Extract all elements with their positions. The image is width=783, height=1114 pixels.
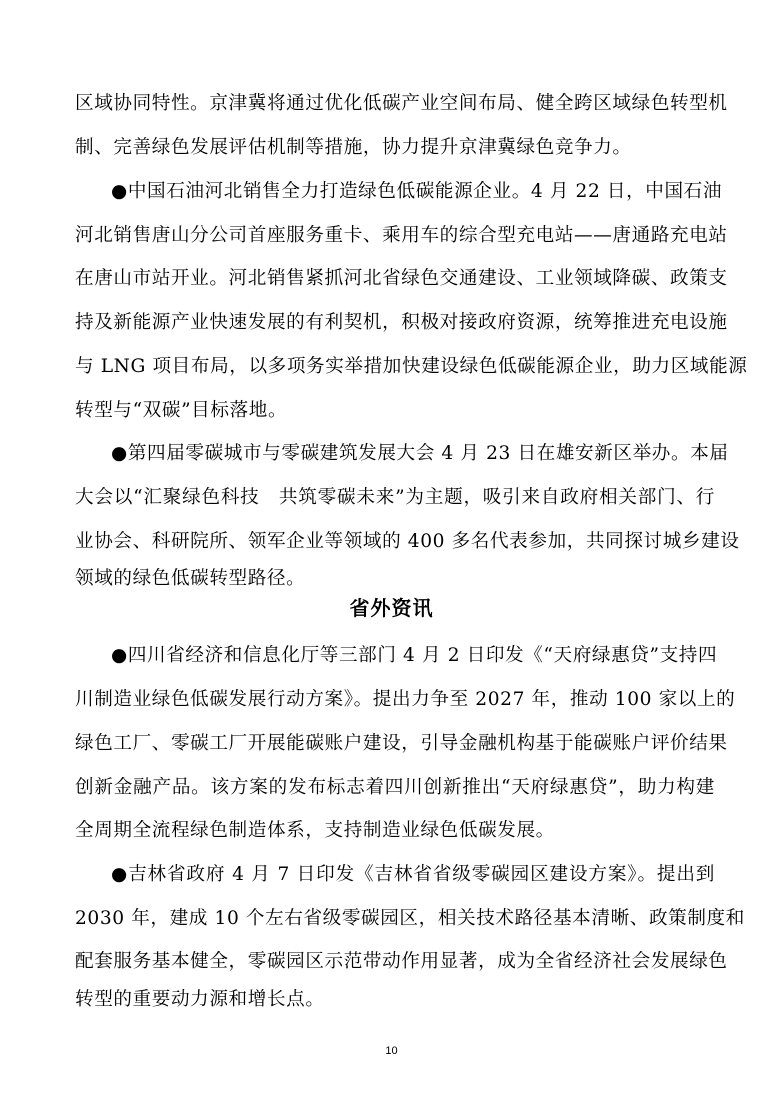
paragraph-line: 领域的绿色低碳转型路径。: [75, 568, 306, 589]
news-item-first-line: ●中国石油河北销售全力打造绿色低碳能源企业。4 月 22 日，中国石油: [111, 181, 723, 202]
paragraph-line: 转型与“双碳”目标落地。: [75, 400, 288, 421]
paragraph-line: 持及新能源产业快速发展的有利契机，积极对接政府资源，统筹推进充电设施: [75, 312, 728, 333]
paragraph-line: 制、完善绿色发展评估机制等措施，协力提升京津冀绿色竞争力。: [75, 137, 632, 158]
paragraph-line: 河北销售唐山分公司首座服务重卡、乘用车的综合型充电站——唐通路充电站: [75, 225, 728, 246]
news-item-first-line: ●吉林省政府 4 月 7 日印发《吉林省省级零碳园区建设方案》。提出到: [111, 864, 715, 885]
paragraph-line: 配套服务基本健全，零碳园区示范带动作用显著，成为全省经济社会发展绿色: [75, 951, 728, 972]
paragraph-line: 业协会、科研院所、领军企业等领域的 400 多名代表参加，共同探讨城乡建设: [75, 531, 740, 552]
page-number: 10: [385, 1045, 398, 1057]
paragraph-line: 与 LNG 项目布局，以多项务实举措加快建设绿色低碳能源企业，助力区域能源: [75, 356, 748, 377]
paragraph-line: 大会以“汇聚绿色科技 共筑零碳未来”为主题，吸引来自政府相关部门、行: [75, 487, 715, 508]
news-item-first-line: ●四川省经济和信息化厅等三部门 4 月 2 日印发《“天府绿惠贷”支持四: [111, 645, 718, 666]
section-heading: 省外资讯: [349, 596, 434, 620]
paragraph-line: 川制造业绿色低碳发展行动方案》。提出力争至 2027 年，推动 100 家以上的: [75, 689, 736, 710]
paragraph-line: 区域协同特性。京津冀将通过优化低碳产业空间布局、健全跨区域绿色转型机: [75, 93, 728, 114]
paragraph-line: 在唐山市站开业。河北销售紧抓河北省绿色交通建设、工业领域降碳、政策支: [75, 268, 728, 289]
paragraph-line: 转型的重要动力源和增长点。: [75, 989, 325, 1010]
paragraph-line: 2030 年，建成 10 个左右省级零碳园区，相关技术路径基本清晰、政策制度和: [75, 908, 745, 929]
paragraph-line: 创新金融产品。该方案的发布标志着四川创新推出“天府绿惠贷”，助力构建: [75, 777, 715, 798]
news-item-first-line: ●第四届零碳城市与零碳建筑发展大会 4 月 23 日在雄安新区举办。本届: [111, 443, 729, 464]
paragraph-line: 绿色工厂、零碳工厂开展能碳账户建设，引导金融机构基于能碳账户评价结果: [75, 733, 728, 754]
paragraph-line: 全周期全流程绿色制造体系，支持制造业绿色低碳发展。: [75, 820, 555, 841]
